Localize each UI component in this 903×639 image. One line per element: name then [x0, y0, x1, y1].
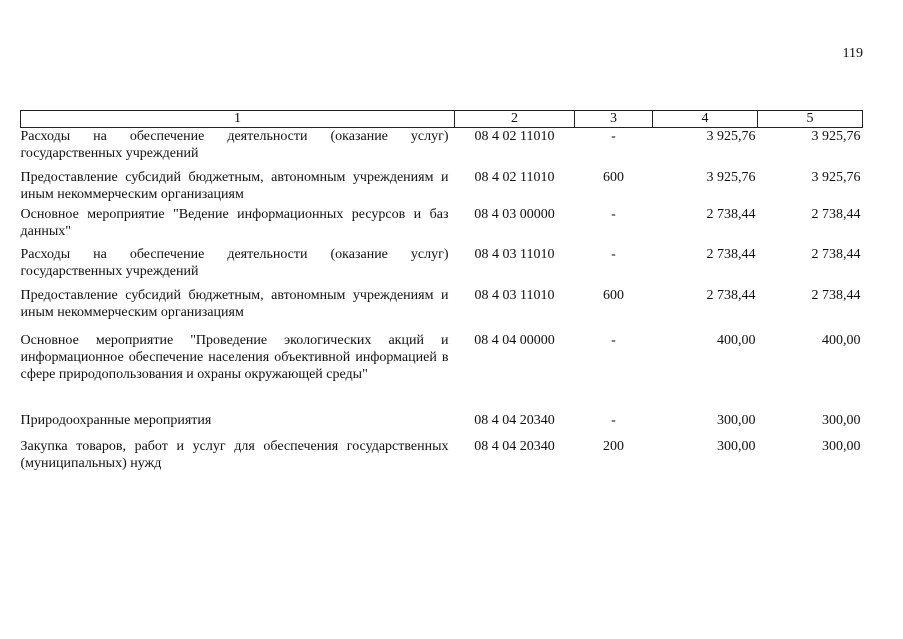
row-value-5: 2 738,44 [811, 207, 861, 222]
header-col-2: 2 [455, 111, 575, 128]
row-type: 200 [603, 439, 624, 454]
row-name: Предоставление субсидий бюджетным, автономным учреждениям и иным некоммерческим организациям [20, 170, 449, 202]
row-name: Основное мероприятие "Ведение информационных ресурсов и баз данных" [20, 207, 449, 239]
row-value-5: 300,00 [822, 439, 861, 454]
table-row [21, 332, 863, 412]
row-code: 08 4 04 20340 [474, 439, 555, 454]
header-col-1: 1 [21, 111, 455, 128]
row-type: - [611, 333, 616, 348]
row-type: 600 [603, 170, 624, 185]
row-type: 600 [603, 288, 624, 303]
table-row [21, 438, 863, 478]
row-type: - [611, 129, 616, 144]
row-name: Закупка товаров, работ и услуг для обеспечения государственных (муниципальных) нужд [20, 439, 449, 471]
row-value-4: 2 738,44 [706, 288, 756, 303]
budget-table [20, 110, 863, 478]
row-name: Расходы на обеспечение деятельности (оказание услуг) государственных учреждений [20, 129, 449, 161]
row-value-4: 300,00 [717, 413, 756, 428]
header-col-4: 4 [653, 111, 758, 128]
row-value-5: 3 925,76 [811, 129, 861, 144]
row-value-5: 2 738,44 [811, 288, 861, 303]
row-type: - [611, 207, 616, 222]
row-code: 08 4 04 20340 [474, 413, 555, 428]
row-code: 08 4 02 11010 [474, 129, 555, 144]
row-name: Предоставление субсидий бюджетным, автономным учреждениям и иным некоммерческим организациям [20, 288, 449, 320]
header-col-3: 3 [575, 111, 653, 128]
header-col-5: 5 [758, 111, 863, 128]
row-name: Основное мероприятие "Проведение экологических акций и информационное обеспечение населения объективной информацией в сфере природопользования и охраны окружающей среды" [20, 333, 449, 382]
page-number: 119 [842, 46, 863, 61]
row-type: - [611, 247, 616, 262]
table-body [21, 128, 863, 479]
table-header [21, 111, 863, 128]
row-code: 08 4 03 00000 [474, 207, 555, 222]
row-code: 08 4 04 00000 [474, 333, 555, 348]
table-row [21, 128, 863, 170]
row-name: Расходы на обеспечение деятельности (оказание услуг) государственных учреждений [20, 247, 449, 279]
row-value-4: 2 738,44 [706, 207, 756, 222]
row-value-4: 3 925,76 [706, 170, 756, 185]
row-value-4: 3 925,76 [706, 129, 756, 144]
row-value-5: 2 738,44 [811, 247, 861, 262]
row-value-4: 400,00 [717, 333, 756, 348]
row-value-4: 300,00 [717, 439, 756, 454]
table-row [21, 169, 863, 206]
table-row [21, 412, 863, 438]
row-type: - [611, 413, 616, 428]
table-row [21, 287, 863, 332]
row-code: 08 4 02 11010 [474, 170, 555, 185]
table-row [21, 206, 863, 246]
row-code: 08 4 03 11010 [474, 247, 555, 262]
row-value-5: 400,00 [822, 333, 861, 348]
table-row [21, 246, 863, 287]
row-value-4: 2 738,44 [706, 247, 756, 262]
budget-table-container [20, 110, 862, 478]
header-row [21, 111, 863, 128]
row-value-5: 3 925,76 [811, 170, 861, 185]
row-value-5: 300,00 [822, 413, 861, 428]
row-code: 08 4 03 11010 [474, 288, 555, 303]
row-name: Природоохранные мероприятия [20, 413, 212, 428]
